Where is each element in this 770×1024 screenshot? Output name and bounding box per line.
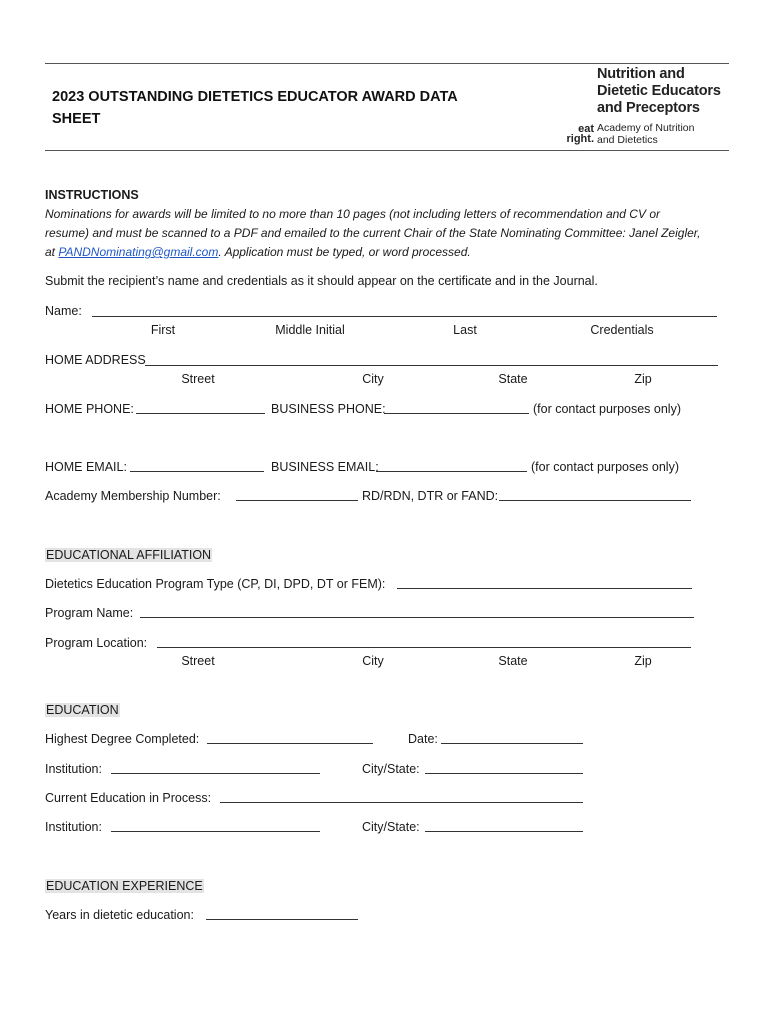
logo-line-2: Dietetic Educators [597,83,721,99]
home-address-label: HOME ADDRESS [45,353,146,367]
years-in-education-field[interactable] [206,919,358,920]
location-street-caption: Street [181,654,215,668]
current-education-label: Current Education in Process: [45,791,212,805]
name-field[interactable] [92,316,717,317]
highest-degree-label: Highest Degree Completed: [45,732,200,746]
location-city-caption: City [362,654,384,668]
city-state-2-field[interactable] [425,831,583,832]
institution-field[interactable] [111,773,320,774]
program-type-label: Dietetics Education Program Type (CP, DI, DPD, DT or FEM): [45,577,386,591]
home-address-field[interactable] [145,365,718,366]
credential-field[interactable] [499,500,691,501]
membership-number-field[interactable] [236,500,358,501]
membership-number-label: Academy Membership Number: [45,489,221,503]
name-label: Name: [45,304,82,318]
instructions-heading: INSTRUCTIONS [45,188,139,202]
degree-date-field[interactable] [441,743,583,744]
program-type-field[interactable] [397,588,692,589]
name-credentials-caption: Credentials [590,323,654,337]
page-title: 2023 OUTSTANDING DIETETICS EDUCATOR AWARD DATA SHEET [52,89,458,127]
nominating-email-link[interactable]: PANDNominating@gmail.com [58,245,219,259]
business-phone-label: BUSINESS PHONE: [271,402,386,416]
degree-date-label: Date: [408,732,438,746]
affiliation-heading [45,547,212,563]
phone-contact-note: (for contact purposes only) [533,402,681,416]
submit-instructions: Submit the recipient’s name and credentials as it should appear on the certificate and in the Journal. [45,274,598,288]
credential-label: RD/RDN, DTR or FAND: [362,489,499,503]
eat-right-logo [562,124,594,144]
header-top-rule [45,63,729,64]
home-phone-field[interactable] [136,413,265,414]
business-phone-field[interactable] [384,413,529,414]
logo-line-3: and Preceptors [597,100,700,116]
program-name-field[interactable] [140,617,694,618]
education-heading-text: EDUCATION [46,703,119,717]
location-zip-caption: Zip [634,654,652,668]
address-city-caption: City [362,372,384,386]
logo-line-1: Nutrition and [597,66,685,82]
education-heading [45,702,120,718]
institution-2-field[interactable] [111,831,320,832]
logo-sub-1: Academy of Nutrition [597,122,695,134]
city-state-2-label: City/State: [362,820,420,834]
experience-heading [45,878,204,894]
home-phone-label: HOME PHONE: [45,402,134,416]
institution-2-label: Institution: [45,820,102,834]
program-name-label: Program Name: [45,606,134,620]
address-street-caption: Street [181,372,215,386]
email-contact-note: (for contact purposes only) [531,460,679,474]
instructions-text-end: . Application must be typed, or word processed. [218,245,471,259]
affiliation-heading-text: EDUCATIONAL AFFILIATION [46,548,212,562]
instructions-text-main: Nominations for awards will be limited to no more than 10 pages (not including letters of recommendation and CV or resume) and must be scanned to a PDF and emailed to the current Chair of the State Nominating Committee: Janel Zeigler, at [45,207,701,259]
name-first-caption: First [150,323,176,337]
location-state-caption: State [498,654,528,668]
experience-heading-text: EDUCATION EXPERIENCE [46,879,203,893]
program-location-field[interactable] [157,647,691,648]
years-in-education-label: Years in dietetic education: [45,908,194,922]
name-last-caption: Last [453,323,477,337]
current-education-field[interactable] [220,802,583,803]
home-email-label: HOME EMAIL: [45,460,127,474]
city-state-label: City/State: [362,762,420,776]
address-state-caption: State [498,372,528,386]
institution-label: Institution: [45,762,102,776]
logo-right: right. [566,133,594,145]
address-zip-caption: Zip [634,372,652,386]
home-email-field[interactable] [130,471,264,472]
program-location-label: Program Location: [45,636,148,650]
city-state-field[interactable] [425,773,583,774]
business-email-label: BUSINESS EMAIL: [271,460,379,474]
name-middle-caption: Middle Initial [275,323,345,337]
logo-sub-2: and Dietetics [597,134,658,146]
instructions-text [45,205,705,262]
highest-degree-field[interactable] [207,743,373,744]
logo-eat: eat [578,123,594,135]
header-bottom-rule [45,150,729,151]
business-email-field[interactable] [376,471,527,472]
